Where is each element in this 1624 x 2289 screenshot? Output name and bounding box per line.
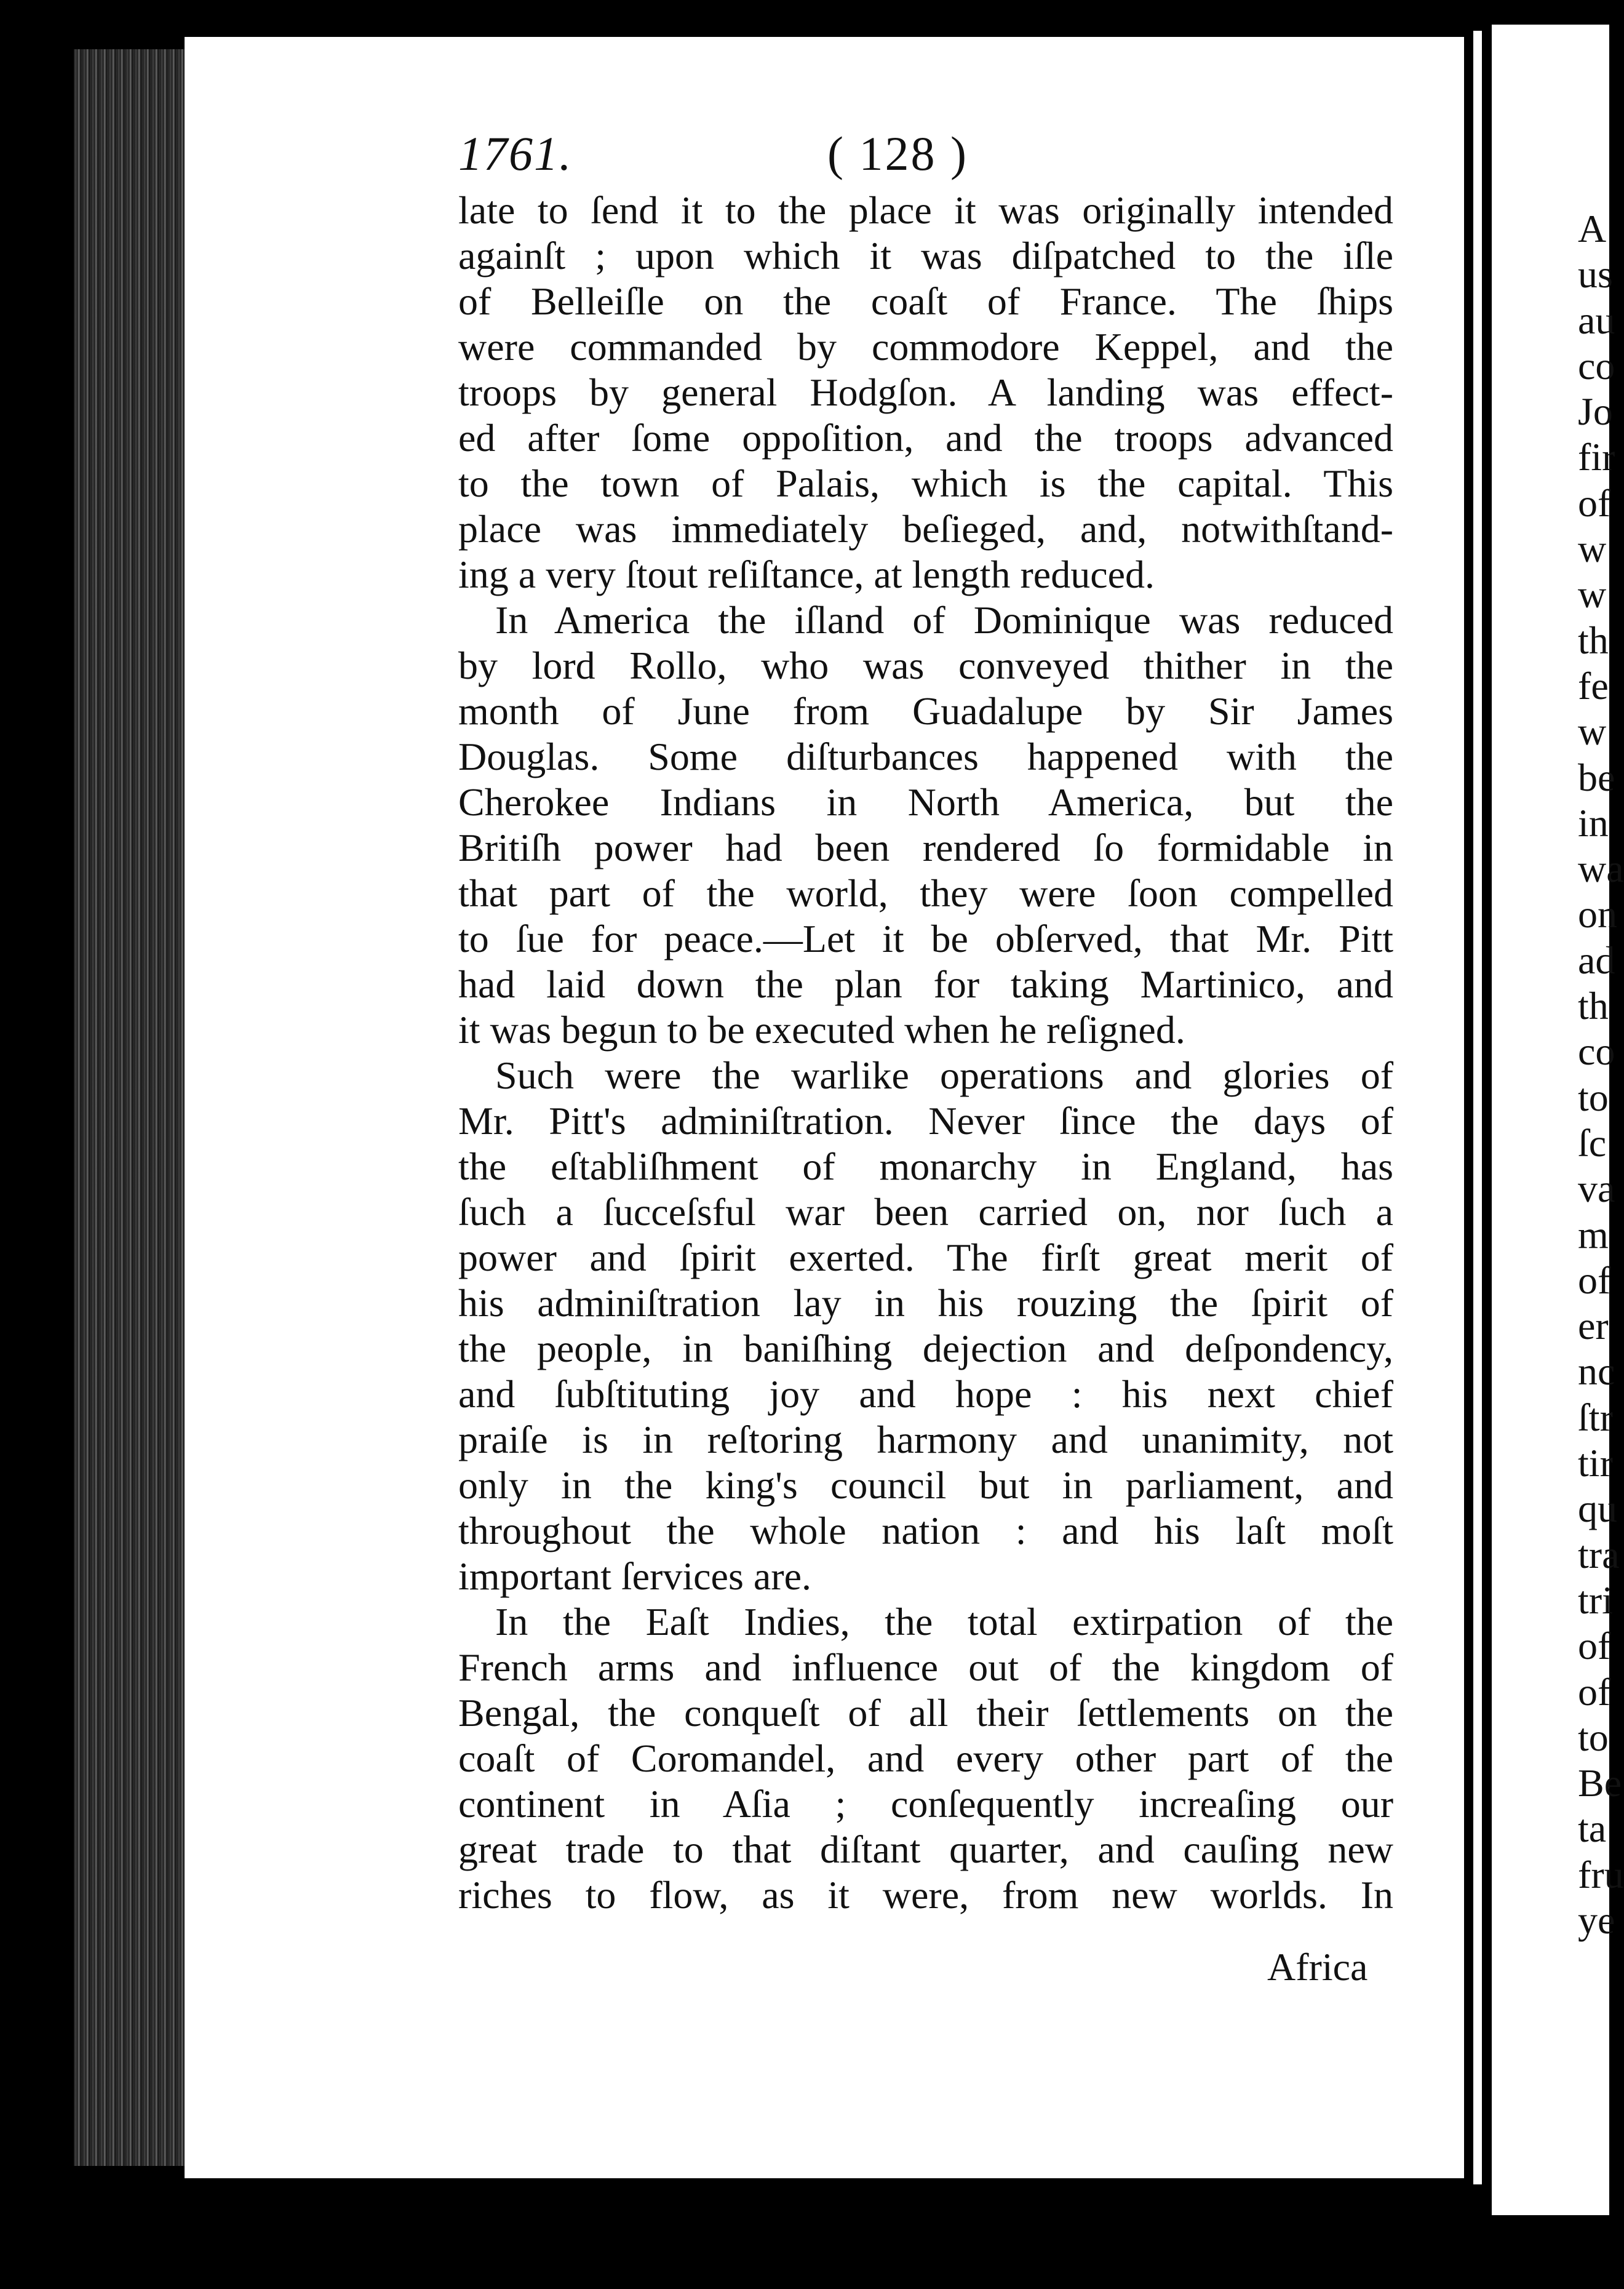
text-line: ed after ſome oppoſition, and the troops advanced [458, 416, 1393, 460]
facing-page-fragment: au [1578, 298, 1615, 342]
page-number: ( 128 ) [827, 127, 968, 180]
text-line: In the Eaſt Indies, the total extirpation of the [495, 1600, 1393, 1644]
facing-page-text [1578, 206, 1624, 1943]
facing-page-fragment: be [1578, 755, 1615, 799]
facing-page-fragment: to [1578, 1075, 1609, 1119]
text-line: and ſubſtituting joy and hope : his next chief [458, 1372, 1393, 1416]
facing-page-fragment: ſtr [1578, 1395, 1613, 1439]
text-line: that part of the world, they were ſoon compelled [458, 871, 1393, 915]
text-line: by lord Rollo, who was conveyed thither in the [458, 644, 1393, 687]
facing-page-fragment: of [1578, 1669, 1611, 1714]
text-line: month of June from Guadalupe by Sir James [458, 689, 1393, 733]
text-line: Such were the warlike operations and glories of [495, 1053, 1393, 1097]
facing-page-fragment: tra [1578, 1532, 1620, 1576]
text-line: French arms and influence out of the kingdom of [458, 1645, 1393, 1689]
facing-page-fragment: on [1578, 892, 1617, 937]
text-line: riches to flow, as it were, from new worlds. In [458, 1873, 1393, 1917]
facing-page-fragment: w [1578, 709, 1607, 754]
text-line: power and ſpirit exerted. The firſt great merit of [458, 1236, 1393, 1279]
text-line: throughout the whole nation : and his laſt moſt [458, 1509, 1393, 1552]
text-line: it was begun to be executed when he reſigned. [458, 1008, 1185, 1052]
text-line: place was immediately beſieged, and, notwithſtand- [458, 507, 1393, 551]
text-line: Mr. Pitt's adminiſtration. Never ſince the days of [458, 1099, 1393, 1143]
page-header [458, 126, 1381, 194]
facing-page-fragment: th [1578, 984, 1609, 1028]
text-line: were commanded by commodore Keppel, and the [458, 325, 1393, 369]
page-edge [1473, 31, 1482, 2184]
text-line: had laid down the plan for taking Martinico, and [458, 962, 1393, 1006]
text-line: great trade to that diſtant quarter, and cauſing new [458, 1828, 1393, 1871]
facing-page-fragment: qu [1578, 1487, 1617, 1531]
text-line: his adminiſtration lay in his rouzing the ſpirit of [458, 1281, 1393, 1325]
facing-page-fragment: fru [1578, 1852, 1624, 1896]
text-line: late to ſend it to the place it was originally intended [458, 188, 1393, 232]
facing-page-fragment: us [1578, 252, 1613, 297]
text-line: In America the iſland of Dominique was reduced [495, 598, 1393, 642]
facing-page-fragment: ad [1578, 938, 1615, 982]
text-line: praiſe is in reſtoring harmony and unanimity, not [458, 1418, 1393, 1461]
facing-page-fragment: w [1578, 527, 1607, 571]
text-line: ing a very ſtout reſiſtance, at length reduced. [458, 553, 1155, 596]
text-line: the eſtabliſhment of monarchy in England, has [458, 1144, 1393, 1188]
facing-page-fragment: tri [1578, 1578, 1613, 1622]
book-gutter [74, 49, 191, 2166]
facing-page-fragment: wa [1578, 847, 1624, 891]
text-line: Bengal, the conqueſt of all their ſettlements on the [458, 1691, 1393, 1735]
text-line: coaſt of Coromandel, and every other part of the [458, 1736, 1393, 1780]
facing-page-fragment: nc [1578, 1349, 1615, 1394]
facing-page-fragment: of [1578, 1258, 1611, 1302]
text-line: of Belleiſle on the coaſt of France. The ſhips [458, 279, 1393, 323]
text-line: important ſervices are. [458, 1554, 811, 1598]
facing-page-fragment: va [1578, 1167, 1615, 1211]
text-line: to ſue for peace.—Let it be obſerved, that Mr. Pitt [458, 917, 1393, 961]
facing-page-fragment: tir [1578, 1441, 1613, 1485]
facing-page-fragment: Be [1578, 1761, 1622, 1805]
facing-page-fragment: co [1578, 343, 1615, 388]
text-line: only in the king's council but in parliament, and [458, 1463, 1393, 1507]
facing-page-fragment: of [1578, 481, 1611, 525]
text-line: ſuch a ſucceſsful war been carried on, nor ſuch a [458, 1190, 1393, 1234]
text-line: continent in Aſia ; conſequently increaſing our [458, 1782, 1393, 1826]
facing-page-fragment: w [1578, 572, 1607, 617]
body-text [458, 188, 1393, 1918]
facing-page-fragment: fir [1578, 435, 1615, 479]
facing-page-fragment: ſc [1578, 1121, 1607, 1165]
facing-page-fragment: ye [1578, 1898, 1615, 1942]
facing-page-fragment: er [1578, 1304, 1609, 1348]
text-line: Britiſh power had been rendered ſo formidable in [458, 826, 1393, 869]
facing-page-fragment: fe [1578, 663, 1609, 708]
facing-page-fragment: Jo [1578, 389, 1613, 434]
text-line: troops by general Hodgſon. A landing was effect- [458, 370, 1393, 414]
facing-page-fragment: co [1578, 1029, 1615, 1074]
text-line: againſt ; upon which it was diſpatched to the iſle [458, 234, 1393, 278]
header-year: 1761. [458, 127, 573, 180]
text-line: Cherokee Indians in North America, but the [458, 780, 1393, 824]
text-line: the people, in baniſhing dejection and deſpondency, [458, 1327, 1393, 1370]
text-line: to the town of Palais, which is the capital. This [458, 461, 1393, 505]
facing-page-fragment: th [1578, 618, 1609, 662]
catchword: Africa [1267, 1945, 1368, 1989]
facing-page-fragment: in [1578, 801, 1609, 845]
facing-page-fragment: ta [1578, 1807, 1607, 1851]
facing-page-fragment: A [1578, 207, 1607, 250]
facing-page-fragment: to [1578, 1715, 1609, 1759]
text-line: Douglas. Some diſturbances happened with the [458, 735, 1393, 778]
facing-page-fragment: m [1578, 1212, 1609, 1256]
facing-page-fragment: of [1578, 1624, 1611, 1668]
